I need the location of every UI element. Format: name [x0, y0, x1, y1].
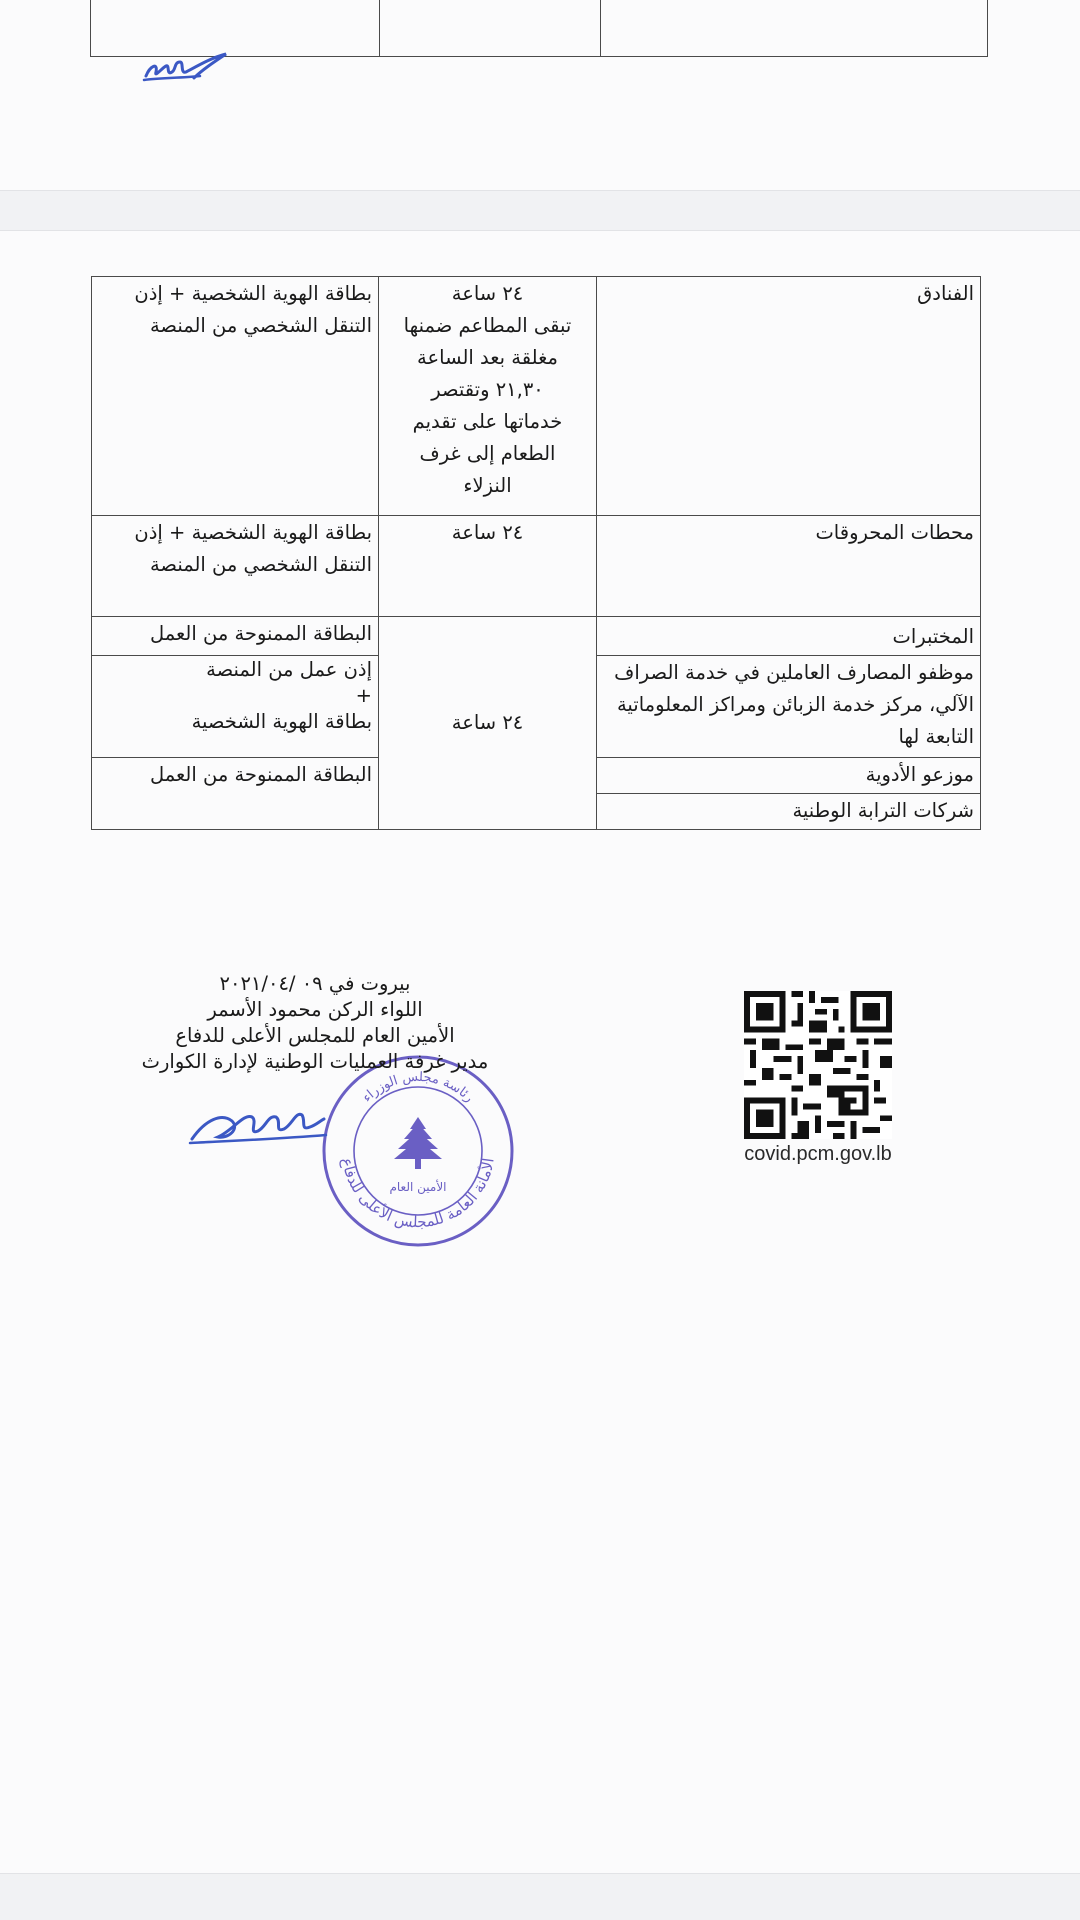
- document-page: [0, 230, 1080, 1874]
- duration-cell: [379, 516, 597, 617]
- table-row: [92, 277, 981, 516]
- signatory-name: اللواء الركن محمود الأسمر: [207, 998, 423, 1021]
- initials-signature-icon: [140, 48, 232, 88]
- duration-line: ٢٤ ساعة: [451, 282, 524, 305]
- place-date: بيروت في ٠٩ /٢٠٢١/٠٤: [219, 972, 411, 995]
- cedar-icon: [394, 1117, 442, 1169]
- sector-label: موظفو المصارف العاملين في خدمة الصراف الآلي، مركز خدمة الزبائن ومراكز المعلوماتية التابعة لها: [614, 661, 974, 748]
- duration-text: ٢٤ ساعة: [451, 710, 524, 734]
- stamp-inner-text: الأمين العام: [389, 1180, 447, 1194]
- fragment-cell: [380, 0, 601, 57]
- duration-line: النزلاء: [463, 474, 512, 497]
- duration-text: ٢٤ ساعة: [451, 521, 524, 544]
- duration-line: تبقى المطاعم ضمنها: [403, 314, 572, 337]
- sector-cell: [597, 277, 981, 516]
- documents-cell: [92, 758, 379, 830]
- duration-line: خدماتها على تقديم: [412, 410, 563, 433]
- documents-cell: [92, 617, 379, 656]
- duration-line: مغلقة بعد الساعة: [417, 346, 558, 369]
- duration-line: الطعام إلى غرف: [419, 442, 556, 465]
- documents-line: إذن عمل من المنصة: [206, 658, 372, 681]
- signatory-title-2: مدير غرفة العمليات الوطنية لإدارة الكوارث: [141, 1050, 489, 1073]
- stamp-top-text: رئاسة مجلس الوزراء: [359, 1069, 477, 1106]
- previous-page-fragment: [0, 0, 1080, 191]
- sector-cell: [597, 516, 981, 617]
- sector-label: المختبرات: [892, 625, 974, 648]
- sector-label: شركات الترابة الوطنية: [792, 799, 974, 822]
- duration-cell: [379, 277, 597, 516]
- handwritten-signature-icon: [188, 1091, 328, 1153]
- sector-cell: [597, 656, 981, 758]
- signature-block: [100, 971, 530, 1075]
- sector-label: الفنادق: [917, 282, 974, 305]
- sector-label: موزعو الأدوية: [865, 763, 974, 786]
- documents-line: +: [355, 684, 372, 707]
- official-stamp: [318, 1051, 518, 1251]
- documents-cell: [92, 516, 379, 617]
- documents-text: البطاقة الممنوحة من العمل: [149, 763, 372, 786]
- stamp-ring-text: الأمانة العامة للمجلس الأعلى للدفاع: [338, 1156, 498, 1232]
- documents-text: بطاقة الهوية الشخصية + إذن التنقل الشخصي من المنصة: [134, 282, 372, 337]
- sectors-table: [91, 276, 981, 830]
- qr-code-icon: [744, 991, 892, 1139]
- signatory-title: الأمين العام للمجلس الأعلى للدفاع: [175, 1024, 455, 1047]
- sector-cell: [597, 617, 981, 656]
- table-row: [92, 516, 981, 617]
- documents-cell: [92, 656, 379, 758]
- fragment-cell: [91, 0, 380, 57]
- sector-cell: [597, 794, 981, 830]
- documents-cell: [92, 277, 379, 516]
- fragment-cell: [601, 0, 988, 57]
- duration-cell: [379, 617, 597, 830]
- table-row: [92, 617, 981, 656]
- documents-text: بطاقة الهوية الشخصية + إذن التنقل الشخصي من المنصة: [134, 521, 372, 576]
- duration-line: ٢١,٣٠ وتقتصر: [431, 378, 544, 401]
- documents-text: البطاقة الممنوحة من العمل: [149, 622, 372, 645]
- sector-label: محطات المحروقات: [815, 521, 974, 544]
- documents-line: بطاقة الهوية الشخصية: [191, 710, 372, 733]
- qr-url: covid.pcm.gov.lb: [744, 1143, 892, 1165]
- sector-cell: [597, 758, 981, 794]
